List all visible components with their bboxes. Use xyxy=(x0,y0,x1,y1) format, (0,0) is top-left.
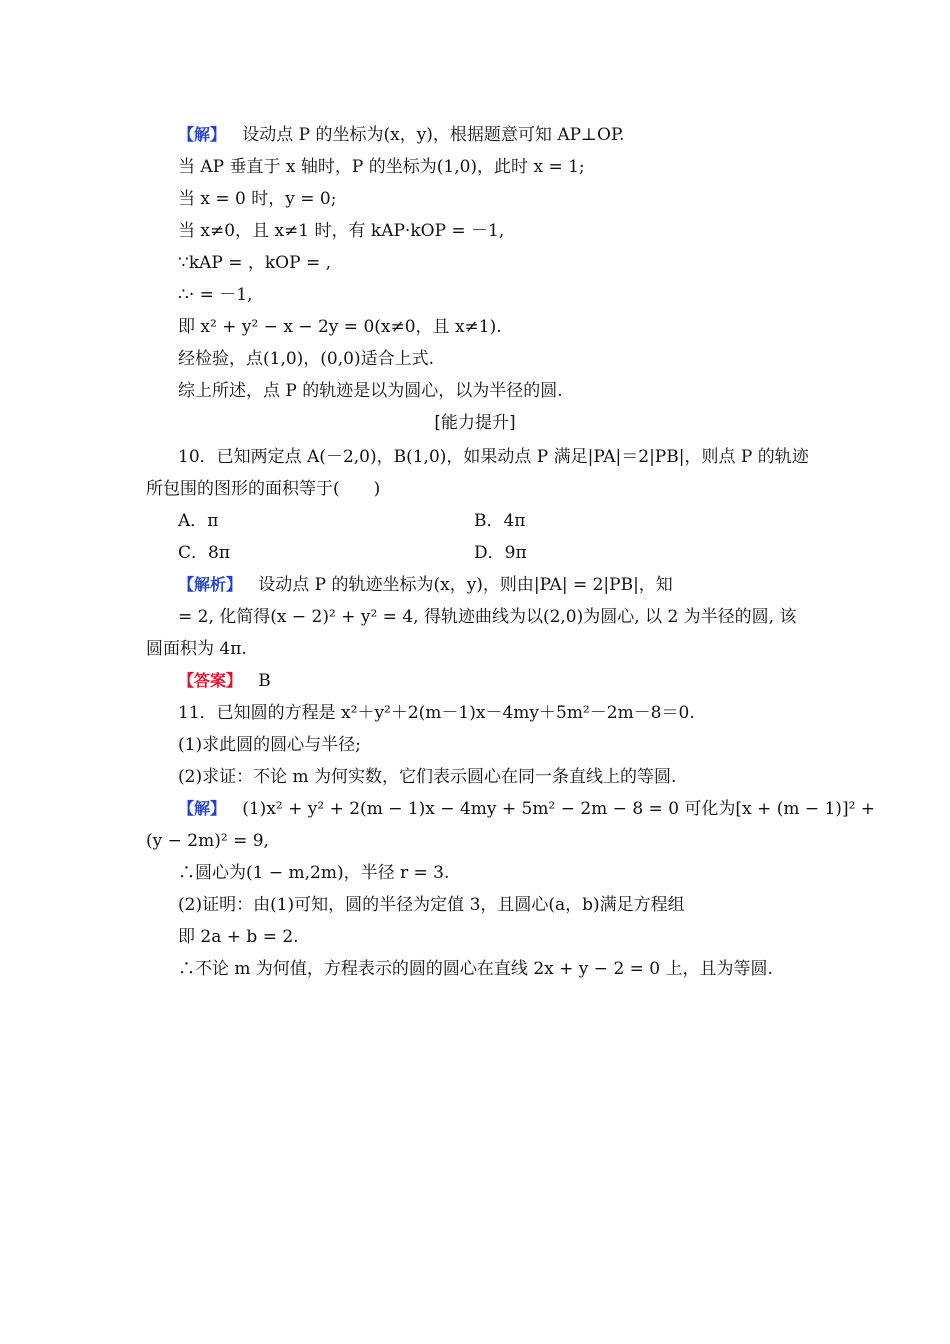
q11-solution-line-3: ∴圆心为(1 − m,2m)，半径 r = 3. xyxy=(178,863,450,883)
q11-solution-line-1 xyxy=(0,798,950,820)
q10-option-b: B．4π xyxy=(474,511,526,531)
solution-line-2: 当 AP 垂直于 x 轴时，P 的坐标为(1,0)，此时 x = 1; xyxy=(178,157,585,177)
solution-line-8: 经检验，点(1,0)，(0,0)适合上式. xyxy=(178,349,435,369)
solution-line-6: ∴· = －1, xyxy=(178,285,253,305)
q10-analysis-text: 设动点 P 的轨迹坐标为(x，y)，则由|PA| = 2|PB|，知 xyxy=(258,575,673,595)
q10-answer-value: B xyxy=(258,671,271,691)
solution-line-3: 当 x = 0 时，y = 0; xyxy=(178,189,337,209)
q10-option-c: C．8π xyxy=(178,543,230,563)
q10-option-d: D．9π xyxy=(474,543,527,563)
q10-analysis-tag: 【解析】 xyxy=(178,575,243,594)
q11-solution-tag: 【解】 xyxy=(178,799,227,818)
q10-option-a: A．π xyxy=(178,511,219,531)
q10-answer-tag: 【答案】 xyxy=(178,671,243,690)
q11-part-2: (2)求证：不论 m 为何实数，它们表示圆心在同一条直线上的等圆. xyxy=(178,767,677,787)
solution-line-5: ∵kAP = ，kOP = , xyxy=(178,253,332,273)
solution-line-4: 当 x≠0，且 x≠1 时，有 kAP·kOP = －1, xyxy=(178,221,505,241)
q10-analysis-line-3: 圆面积为 4π. xyxy=(146,639,247,659)
solution-line-1 xyxy=(0,124,950,146)
solution-text: 设动点 P 的坐标为(x，y)，根据题意可知 AP⊥OP. xyxy=(242,125,625,145)
solution-line-9: 综上所述，点 P 的轨迹是以为圆心，以为半径的圆. xyxy=(178,381,563,401)
q11-solution-text: (1)x² + y² + 2(m − 1)x − 4my + 5m² − 2m − 8 = 0 可化为[x + (m − 1)]² + xyxy=(242,799,876,819)
q10-analysis-line-2: = 2, 化简得(x − 2)² + y² = 4, 得轨迹曲线为以(2,0)为圆心, 以 2 为半径的圆, 该 xyxy=(178,607,797,627)
q11-solution-line-4: (2)证明：由(1)可知，圆的半径为定值 3，且圆心(a，b)满足方程组 xyxy=(178,895,685,915)
q10-analysis-line-1 xyxy=(0,574,950,596)
q11-solution-line-2: (y − 2m)² = 9, xyxy=(146,831,269,851)
q10-stem-line-1: 10．已知两定点 A(－2,0)，B(1,0)，如果动点 P 满足|PA|＝2|PB|，则点 P 的轨迹 xyxy=(178,447,809,467)
q11-part-1: (1)求此圆的圆心与半径; xyxy=(178,735,361,755)
solution-line-7: 即 x² + y² − x − 2y = 0(x≠0，且 x≠1). xyxy=(178,317,502,337)
q10-stem-line-2: 所包围的图形的面积等于( ) xyxy=(146,479,381,499)
q10-answer-line xyxy=(0,670,950,692)
q11-solution-line-5: 即 2a + b = 2. xyxy=(178,927,299,947)
section-title: [能力提升] xyxy=(434,413,516,433)
solution-tag: 【解】 xyxy=(178,125,227,144)
q11-solution-line-6: ∴不论 m 为何值，方程表示的圆的圆心在直线 2x + y − 2 = 0 上，且为等圆. xyxy=(178,959,773,979)
q11-stem: 11．已知圆的方程是 x²＋y²＋2(m－1)x－4my＋5m²－2m－8＝0. xyxy=(178,703,695,723)
